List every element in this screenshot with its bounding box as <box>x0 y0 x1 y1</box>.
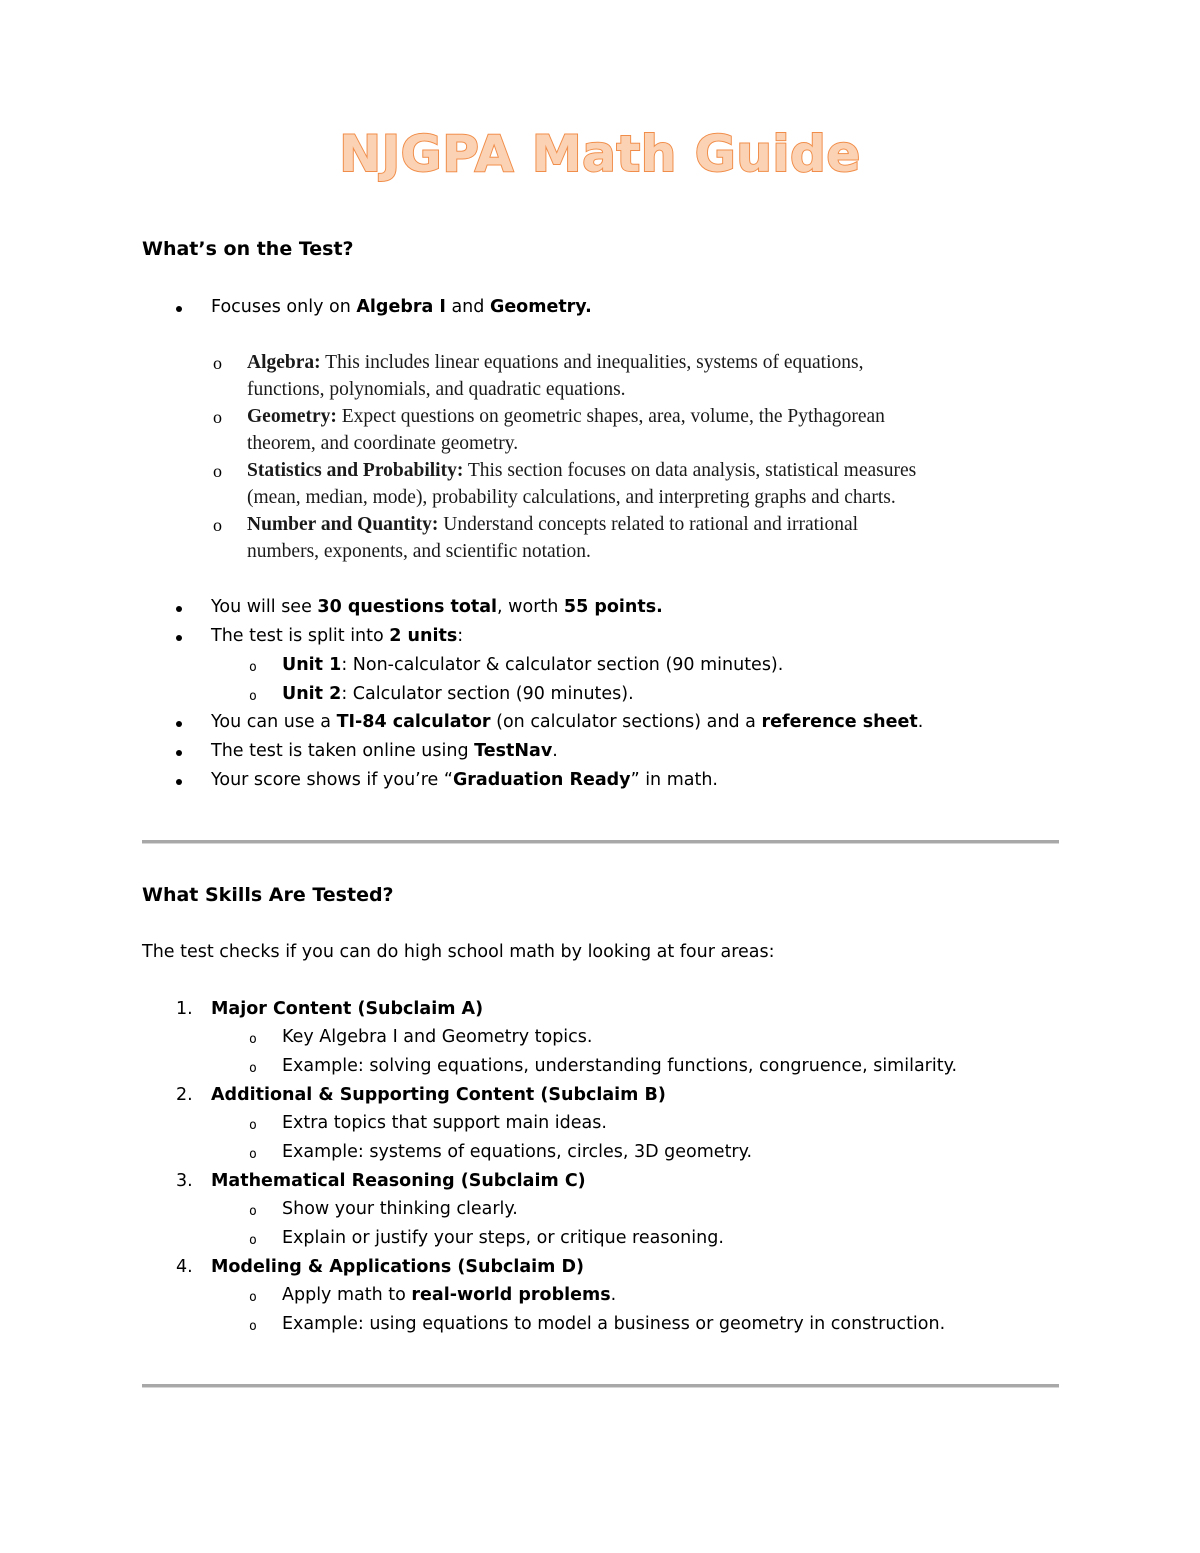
area-sub-item: Apply math to real-world problems. <box>282 1285 617 1305</box>
area-title: Major Content (Subclaim A) <box>211 999 484 1019</box>
area-title: Modeling & Applications (Subclaim D) <box>211 1257 585 1277</box>
circle-bullet-icon: o <box>213 515 222 535</box>
circle-bullet-icon: o <box>249 660 257 675</box>
area-sub-item: Explain or justify your steps, or critique reasoning. <box>282 1228 724 1248</box>
circle-bullet-icon: o <box>249 1233 257 1248</box>
circle-bullet-icon: o <box>249 1290 257 1305</box>
area-title: Additional & Supporting Content (Subclaim B) <box>211 1085 666 1105</box>
area-sub-item: Key Algebra I and Geometry topics. <box>282 1027 593 1047</box>
circle-bullet-icon: o <box>249 1061 257 1076</box>
area-sub-item: Show your thinking clearly. <box>282 1199 518 1219</box>
units-intro-line: The test is split into 2 units: <box>211 626 464 646</box>
page-title: NJGPA Math Guide <box>339 125 861 183</box>
area-sub-item: Example: using equations to model a business or geometry in construction. <box>282 1314 946 1334</box>
list-number: 2. <box>176 1085 193 1105</box>
area-sub-item: Example: systems of equations, circles, 3D geometry. <box>282 1142 753 1162</box>
circle-bullet-icon: o <box>249 689 257 704</box>
circle-bullet-icon: o <box>249 1147 257 1162</box>
bullet-icon <box>176 635 182 641</box>
circle-bullet-icon: o <box>213 407 222 427</box>
subtopic-geometry-line2: theorem, and coordinate geometry. <box>247 433 519 454</box>
horizontal-divider <box>142 840 1059 844</box>
area-title: Mathematical Reasoning (Subclaim C) <box>211 1171 586 1191</box>
horizontal-divider <box>142 1384 1059 1388</box>
area-sub-item: Extra topics that support main ideas. <box>282 1113 607 1133</box>
subtopic-number-line2: numbers, exponents, and scientific notation. <box>247 541 591 562</box>
list-number: 1. <box>176 999 193 1019</box>
list-number: 4. <box>176 1257 193 1277</box>
unit-1-line: Unit 1: Non-calculator & calculator section (90 minutes). <box>282 655 784 675</box>
bullet-icon <box>176 779 182 785</box>
circle-bullet-icon: o <box>213 353 222 373</box>
subtopic-geometry-line1: Geometry: Expect questions on geometric shapes, area, volume, the Pythagorean <box>247 406 885 427</box>
circle-bullet-icon: o <box>213 461 222 481</box>
skills-intro: The test checks if you can do high school math by looking at four areas: <box>142 942 775 962</box>
subtopic-statistics-line1: Statistics and Probability: This section focuses on data analysis, statistical measures <box>247 460 917 481</box>
online-line: The test is taken online using TestNav. <box>211 741 558 761</box>
bullet-icon <box>176 721 182 727</box>
subtopic-statistics-line2: (mean, median, mode), probability calculations, and interpreting graphs and charts. <box>247 487 896 508</box>
subtopic-algebra-line2: functions, polynomials, and quadratic equations. <box>247 379 626 400</box>
focus-line: Focuses only on Algebra I and Geometry. <box>211 297 592 317</box>
circle-bullet-icon: o <box>249 1319 257 1334</box>
bullet-icon <box>176 306 182 312</box>
score-line: Your score shows if you’re “Graduation Ready” in math. <box>211 770 718 790</box>
questions-line: You will see 30 questions total, worth 55 points. <box>211 597 663 617</box>
bullet-icon <box>176 750 182 756</box>
subtopic-algebra-line1: Algebra: This includes linear equations and inequalities, systems of equations, <box>247 352 864 373</box>
circle-bullet-icon: o <box>249 1032 257 1047</box>
unit-2-line: Unit 2: Calculator section (90 minutes). <box>282 684 634 704</box>
section-heading-whats-on-test: What’s on the Test? <box>142 238 354 260</box>
circle-bullet-icon: o <box>249 1118 257 1133</box>
list-number: 3. <box>176 1171 193 1191</box>
circle-bullet-icon: o <box>249 1204 257 1219</box>
subtopic-number-line1: Number and Quantity: Understand concepts related to rational and irrational <box>247 514 859 535</box>
section-heading-skills-tested: What Skills Are Tested? <box>142 884 394 906</box>
bullet-icon <box>176 606 182 612</box>
calculator-line: You can use a TI-84 calculator (on calculator sections) and a reference sheet. <box>211 712 924 732</box>
area-sub-item: Example: solving equations, understanding functions, congruence, similarity. <box>282 1056 958 1076</box>
